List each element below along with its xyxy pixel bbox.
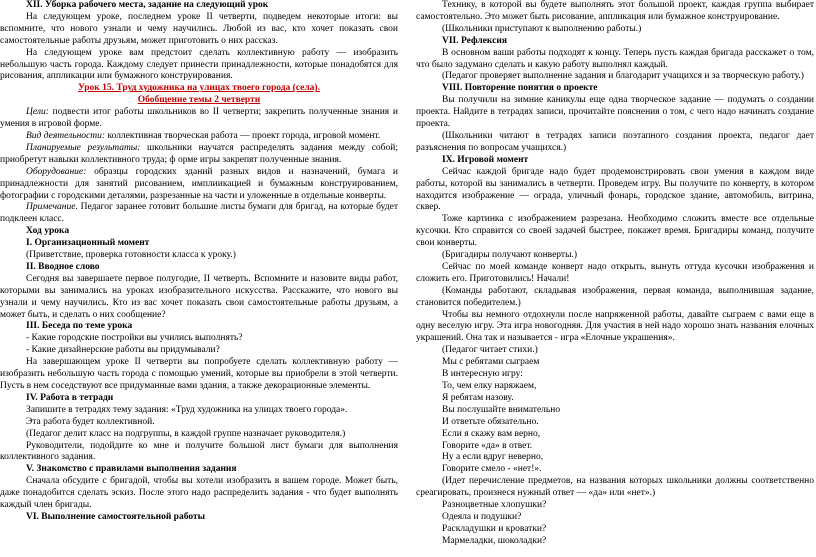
section-7-paragraph-1: В основном ваши работы подходят к концу. Теперь пусть каждая бригада расскажет о том, что было задумано сделать и какую работу выполнял каждый.: [416, 47, 814, 70]
section-3-text: На завершающем уроке II четверти вы попробуете сделать коллективную работу — изобразить небольшую часть города с помощью умений, которые вы приобрели в этой четверти. Пусть в нем соседствуют все придуманные вами здания, а также декорационные элементы.: [0, 357, 398, 391]
note-text: Педагог заранее готовит большие листы бумаги для бригад, на которые будет подклеен класс.: [0, 202, 398, 225]
section-9-paragraph-1: Сейчас каждой бригаде надо будет продемонстрировать свои умения в каждом виде работы, которой вы занимались в четверти. Проведем игру. Вы получите по конверту, в котором находится изображение — ограда, уличный фонарь, городское здание, автомобиль, витрина, сквер.: [416, 166, 814, 213]
list-item: Одеяла и подушки?: [442, 511, 522, 522]
equipment-label: Оборудование:: [26, 166, 87, 177]
section-8-paragraph-1: Вы получили на зимние каникулы еще одна творческое задание — подумать о создании проекта. Найдите в тетрадях записи, прочитайте пояснения о том, с чего надо начинать создание проекта.: [416, 95, 814, 130]
section-1-text: (Приветствие, проверка готовности класса к уроку.): [26, 250, 236, 261]
section-9-paragraph-6: Чтобы вы немного отдохнули после напряженной работы, давайте сыграем с вами еще в одну веселую игру. Эта игра новогодняя. Для участия в ней надо хорошо знать названия елочных украшений. Она так и называется - игра «Елочные украшения».: [416, 309, 814, 344]
right-paragraph-1: Технику, в которой вы будете выполнять этот большой проект, каждая группа выбирает самостоятельно. Это может быть рисование, аппликация или бумажное конструирование.: [416, 0, 814, 22]
lesson-subtitle-text: Обобщение темы 2 четверти: [137, 95, 261, 106]
section-4-paragraph-3: (Педагог делит класс на подгруппы, в каждой группе назначает руководителя.): [26, 428, 346, 439]
section-4-heading: IV. Работа в тетради: [26, 392, 114, 403]
section-5-heading: V. Знакомство с правилами выполнения задания: [26, 464, 237, 475]
lesson-subtitle: [0, 95, 398, 107]
section-7-heading: VII. Рефлексия: [442, 35, 507, 46]
section-7-paragraph-2: (Педагог проверяет выполнение задания и благодарит учащихся и за творческую работу.): [442, 71, 804, 82]
poem-line: Мы с ребятами сыграем: [442, 357, 540, 368]
items-list: [416, 500, 814, 548]
poem-line: Говорите «да» в ответ.: [442, 440, 533, 451]
list-item: Раскладушки и кроватки?: [442, 523, 547, 534]
section-3-question-2: - Какие дизайнерские работы вы придумывали?: [26, 345, 220, 356]
section-8-heading: VIII. Повторение понятия о проекте: [442, 83, 598, 94]
activity-label: Вид деятельности:: [26, 130, 106, 141]
section-5-text: Сначала обсудите с бригадой, чтобы вы хотели изобразить в вашем городе. Может быть, даже понадобится сделать эскиз. После этого надо распределить задания - что будет выполнять каждый член бригады.: [0, 476, 398, 511]
section-12-heading: XII. Уборка рабочего места, задание на следующий урок: [26, 0, 269, 10]
section-9-heading: IX. Игровой момент: [442, 154, 529, 165]
section-9-paragraph-4: Сейчас по моей команде конверт надо открыть, вынуть оттуда кусочки изображения и сложить его. Приготовились! Начали!: [416, 261, 814, 284]
section-9-paragraph-2: Тоже картинка с изображением разрезана. Необходимо сложить вместе все отдельные кусочки. Кто справится со своей задачей быстрее, покажет время. Бригадиры команд, получите свои конверты.: [416, 214, 814, 249]
poem-line: Я ребятам назову.: [442, 392, 514, 403]
note-paragraph: [0, 202, 398, 226]
right-paragraph-2: (Школьники приступают к выполнению работы.): [442, 23, 642, 34]
poem: [416, 357, 814, 476]
results-label: Планируемые результаты:: [26, 142, 141, 153]
goals-paragraph: [0, 107, 398, 131]
section-2-heading: II. Вводное слово: [26, 261, 100, 272]
poem-line: Вы послушайте внимательно: [442, 404, 561, 415]
section-9-paragraph-3: (Бригадиры получают конверты.): [442, 250, 577, 261]
course-heading: Ход урока: [26, 226, 70, 237]
equipment-paragraph: [0, 167, 398, 203]
poem-line: И ответьте обязательно.: [442, 416, 539, 427]
lesson-title-text: Урок 15. Труд художника на улицах твоего города (села).: [78, 83, 320, 94]
note-label: Примечание.: [26, 202, 78, 213]
right-column: [416, 0, 814, 548]
poem-line: То, чем елку наряжаем,: [442, 381, 537, 391]
section-12-paragraph-1: На следующем уроке, последнем уроке II четверти, подведем некоторые итоги: вы вспомните, что нового узнали и чему научились. Любой из вас, кто хочет показать свои самостоятельные работы друзьям, может приготовить о них рассказ.: [0, 11, 398, 46]
section-3-question-1: - Какие городские постройки вы учились выполнять?: [26, 333, 243, 344]
list-item: Разноцветные хлопушки?: [442, 500, 547, 511]
poem-line: Говорите смело - «нет!».: [442, 464, 542, 475]
section-3-heading: III. Беседа по теме урока: [26, 321, 133, 332]
list-item: Мармеладки, шоколадки?: [442, 535, 547, 546]
section-4-paragraph-4: Руководители, подойдите ко мне и получите большой лист бумаги для выполнения коллективного задания.: [0, 440, 398, 463]
results-paragraph: [0, 143, 398, 167]
section-4-paragraph-2: Эта работа будет коллективной.: [26, 416, 155, 427]
equipment-text: образцы городских зданий разных видов и назначений, бумага и принадлежности для занятий рисованием, имплиикацией и бумажным конструированием, фотографии с городскими деталями, разрезанные на части и уложенные в отдельные конверты.: [0, 166, 398, 201]
section-4-paragraph-1: Запишите в тетрадях тему задания: «Труд художника на улицах твоего города».: [26, 404, 348, 415]
section-1-heading: I. Организационный момент: [26, 238, 150, 249]
section-9-paragraph-8: (Идет перечисление предметов, на названия которых школьники должны соответственно среагировать, произнеся нужный ответ — «да» или «нет».): [416, 476, 814, 499]
section-6-heading: VI. Выполнение самостоятельной работы: [26, 511, 206, 522]
section-9-paragraph-7: (Педагог читает стихи.): [442, 345, 538, 356]
left-column: [0, 0, 398, 524]
poem-line: Ну а если вдруг неверно,: [442, 452, 544, 463]
poem-line: Если я скажу вам верно,: [442, 428, 541, 439]
poem-line: В интересную игру:: [442, 369, 523, 380]
results-text: школьники научатся распределять задания между собой; приобретут навыки коллективного труда; ф орме игры закрепят полученные знания.: [0, 142, 398, 165]
lesson-title: [0, 83, 398, 95]
section-12-paragraph-2: На следующем уроке вам предстоит сделать коллективную работу — изобразить небольшую часть города. Каждому следует принести принадлежности, которые понадобятся для рисования, аппликации или бумажного конструирования.: [0, 47, 398, 82]
goals-label: Цели:: [26, 107, 49, 118]
section-9-paragraph-5: (Команды работают, складывая изображения, первая команда, выполнившая задание, становится победителем.): [416, 285, 814, 308]
goals-text: подвести итог работы школьников во II четверти; закрепить полученные знания и умения в игровой форме.: [0, 107, 398, 130]
section-2-text: Сегодня вы завершаете первое полугодие, II четверть. Вспомните и назовите виды работ, которыми вы занимались на уроках изобразительного искусства. Расскажите, что нового вы узнали и чему научились. Кто из вас хочет показать свои самостоятельные работы друзьям, а может быть, и сделать о них сообщение?: [0, 273, 398, 320]
activity-paragraph: [0, 131, 398, 143]
section-8-paragraph-2: (Школьники читают в тетрадях записи поэтапного создания проекта, педагог дает разъяснения по вопросам учащихся.): [416, 130, 814, 153]
activity-text: коллективная творческая работа — проект города, игровой момент.: [105, 130, 381, 141]
